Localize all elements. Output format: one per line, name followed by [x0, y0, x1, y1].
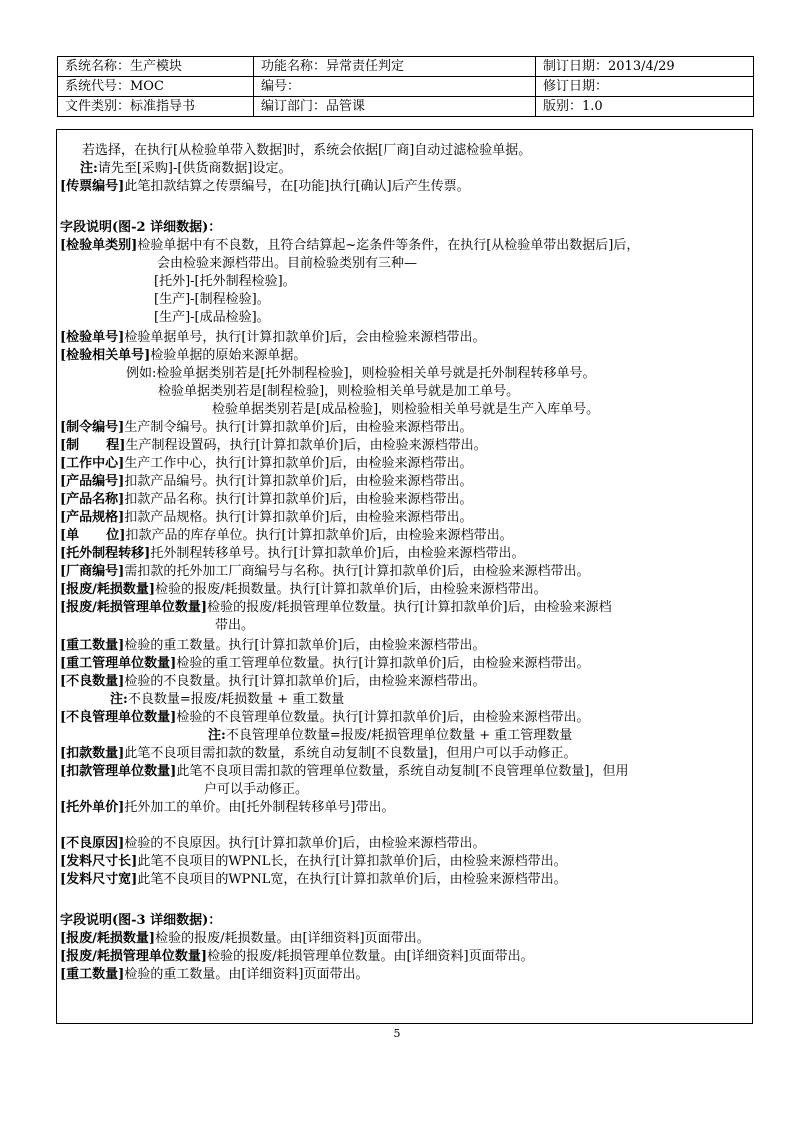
field-description: 生产制程设置码，执行[计算扣款单价]后，由检验来源档带出。 [125, 438, 487, 453]
field-description: [托外]-[托外制程检验]。 [154, 274, 296, 289]
field-description: 不良数量=报废/耗损数量 + 重工数量 [127, 692, 345, 707]
text-line [212, 401, 599, 418]
field-description: 扣款产品的库存单位。执行[计算扣款单价]后，由检验来源档带出。 [125, 528, 513, 543]
field-description: 请先至[采购]-[供货商数据]设定。 [97, 161, 292, 176]
field-description: 检验的不良数量。执行[计算扣款单价]后，由检验来源档带出。 [124, 674, 486, 689]
field-label: 字段说明(图-3 详细数据)： [60, 913, 222, 928]
field-description: 生产工作中心，执行[计算扣款单价]后，由检验来源档带出。 [124, 456, 473, 471]
field-label: [报废/耗损数量] [60, 931, 156, 946]
text-line [60, 637, 485, 654]
field-label: [检验单号] [60, 330, 125, 345]
text-line [60, 491, 472, 508]
header-cell: 功能名称：异常责任判定 [254, 57, 536, 77]
field-description: 检验的重工数量。由[详细资料]页面带出。 [124, 967, 369, 982]
text-line [60, 799, 394, 816]
field-label: [报废/耗损管理单位数量] [60, 600, 208, 615]
page-number: 5 [393, 1027, 401, 1040]
field-description: 托外制程转移单号。执行[计算扣款单价]后，由检验来源档带出。 [150, 546, 525, 561]
text-line [154, 291, 270, 308]
text-line [60, 745, 576, 762]
document-header-table [57, 56, 754, 117]
field-label: [产品名称] [60, 492, 125, 507]
header-row [58, 77, 754, 97]
text-line [154, 273, 296, 290]
text-line [157, 255, 417, 272]
field-description: 检验单据中有不良数，且符合结算起~迄条件等条件，在执行[从检验单带出数据后]后， [137, 238, 640, 253]
text-line [60, 419, 472, 436]
field-label: [检验相关单号] [60, 348, 151, 363]
field-description: 此笔不良项目的WPNL长，在执行[计算扣款单价]后，由检验来源档带出。 [137, 854, 567, 869]
text-line [60, 219, 221, 236]
header-cell: 系统代号：MOC [58, 77, 254, 97]
field-description: 检验单据的原始来源单据。 [150, 348, 307, 363]
text-line [60, 673, 485, 690]
field-description: 检验的报废/耗损管理单位数量。执行[计算扣款单价]后，由检验来源档 [207, 600, 612, 615]
text-line [60, 545, 524, 562]
text-line [60, 509, 472, 526]
header-cell: 编订部门：品管课 [254, 97, 536, 117]
header-cell: 版别：1.0 [536, 97, 754, 117]
text-line [204, 781, 308, 798]
field-label: [单 位] [60, 528, 126, 543]
field-label: [重工数量] [60, 967, 125, 982]
field-description: 检验单据单号，执行[计算扣款单价]后，会由检验来源档带出。 [124, 330, 486, 345]
text-line [60, 912, 221, 929]
text-line [154, 309, 270, 326]
text-line [110, 691, 344, 708]
field-description: 带出。 [215, 618, 255, 633]
field-description: 检验单据类别若是[制程检验]，则检验相关单号就是加工单号。 [158, 384, 520, 399]
header-cell: 系统名称：生产模块 [58, 57, 254, 77]
field-label: [托外制程转移] [60, 546, 151, 561]
text-line [60, 455, 472, 472]
text-line [60, 347, 306, 364]
field-description: 例如:检验单据类别若是[托外制程检验]，则检验相关单号就是托外制程转移单号。 [126, 366, 596, 381]
header-cell: 修订日期： [536, 77, 754, 97]
field-label: [重工管理单位数量] [60, 656, 177, 671]
text-line [60, 655, 589, 672]
field-label: [工作中心] [60, 456, 125, 471]
field-description: 生产制令编号。执行[计算扣款单价]后，由检验来源档带出。 [124, 420, 473, 435]
text-line [60, 329, 485, 346]
field-description: 扣款产品规格。执行[计算扣款单价]后，由检验来源档带出。 [124, 510, 473, 525]
field-label: [发料尺寸宽] [60, 872, 138, 887]
field-label: [检验单类别] [60, 238, 138, 253]
text-line [60, 599, 612, 616]
text-line [60, 527, 513, 544]
field-label: 注: [110, 692, 128, 707]
header-row [58, 97, 754, 117]
text-line [158, 383, 519, 400]
field-description: 需扣款的托外加工厂商编号与名称。执行[计算扣款单价]后，由检验来源档带出。 [124, 564, 590, 579]
text-line [60, 853, 567, 870]
field-description: [生产]-[成品检验]。 [154, 310, 270, 325]
field-label: [不良原因] [60, 836, 125, 851]
field-description: 检验的报废/耗损数量。执行[计算扣款单价]后，由检验来源档带出。 [155, 582, 547, 597]
header-cell: 编号： [254, 77, 536, 97]
field-label: [传票编号] [60, 179, 125, 194]
field-label: [托外单价] [60, 800, 125, 815]
field-description: 托外加工的单价。由[托外制程转移单号]带出。 [124, 800, 395, 815]
content-box [56, 129, 753, 1024]
text-line [60, 763, 628, 780]
field-label: [报废/耗损管理单位数量] [60, 949, 208, 964]
field-description: 此笔不良项目需扣款的数量，系统自动复制[不良数量]，但用户可以手动修正。 [124, 746, 577, 761]
field-label: [不良管理单位数量] [60, 710, 177, 725]
field-description: 检验的不良管理单位数量。执行[计算扣款单价]后，由检验来源档带出。 [176, 710, 590, 725]
text-line [60, 930, 430, 947]
field-label: [报废/耗损数量] [60, 582, 156, 597]
field-label: [扣款管理单位数量] [60, 764, 177, 779]
text-line [60, 948, 534, 965]
field-description: 扣款产品编号。执行[计算扣款单价]后，由检验来源档带出。 [124, 474, 473, 489]
field-label: [重工数量] [60, 638, 125, 653]
text-line [60, 563, 589, 580]
text-line [80, 160, 292, 177]
field-label: [产品规格] [60, 510, 125, 525]
field-label: [厂商编号] [60, 564, 125, 579]
text-line [208, 727, 572, 744]
field-label: [不良数量] [60, 674, 125, 689]
header-cell: 文件类别：标准指导书 [58, 97, 254, 117]
field-label: 注: [208, 728, 226, 743]
field-description: 检验的报废/耗损管理单位数量。由[详细资料]页面带出。 [207, 949, 534, 964]
field-label: [扣款数量] [60, 746, 125, 761]
field-description: 检验的重工管理单位数量。执行[计算扣款单价]后，由检验来源档带出。 [176, 656, 590, 671]
field-label: [发料尺寸长] [60, 854, 138, 869]
text-line [60, 437, 487, 454]
text-line [60, 178, 470, 195]
field-description: 会由检验来源档带出。目前检验类别有三种— [157, 256, 418, 271]
field-description: 检验的不良原因。执行[计算扣款单价]后，由检验来源档带出。 [124, 836, 486, 851]
field-label: 字段说明(图-2 详细数据)： [60, 220, 222, 235]
header-cell: 制订日期：2013/4/29 [536, 57, 754, 77]
field-description: 户可以手动修正。 [204, 782, 309, 797]
text-line [60, 966, 368, 983]
text-line [60, 581, 547, 598]
field-description: 检验的重工数量。执行[计算扣款单价]后，由检验来源档带出。 [124, 638, 486, 653]
field-description: [生产]-[制程检验]。 [154, 292, 270, 307]
text-line [60, 871, 567, 888]
text-line [60, 709, 589, 726]
text-line [82, 142, 531, 159]
field-description: 检验单据类别若是[成品检验]，则检验相关单号就是生产入库单号。 [212, 402, 600, 417]
header-row [58, 57, 754, 77]
text-line [215, 617, 254, 634]
field-label: [制令编号] [60, 420, 125, 435]
field-label: [制 程] [60, 438, 126, 453]
field-description: 检验的报废/耗损数量。由[详细资料]页面带出。 [155, 931, 430, 946]
text-line [60, 237, 639, 254]
field-description: 若选择，在执行[从检验单带入数据]时，系统会依据[厂商]自动过滤检验单据。 [82, 143, 532, 158]
field-description: 扣款产品名称。执行[计算扣款单价]后，由检验来源档带出。 [124, 492, 473, 507]
field-description: 此笔不良项目需扣款的管理单位数量，系统自动复制[不良管理单位数量]，但用 [176, 764, 629, 779]
field-label: [产品编号] [60, 474, 125, 489]
field-description: 此笔不良项目的WPNL宽，在执行[计算扣款单价]后，由检验来源档带出。 [137, 872, 567, 887]
text-line [60, 473, 472, 490]
field-description: 不良管理单位数量=报废/耗损管理单位数量 + 重工管理数量 [225, 728, 573, 743]
text-line [60, 835, 485, 852]
field-label: 注: [80, 161, 98, 176]
text-line [126, 365, 596, 382]
field-description: 此笔扣款结算之传票编号，在[功能]执行[确认]后产生传票。 [124, 179, 470, 194]
